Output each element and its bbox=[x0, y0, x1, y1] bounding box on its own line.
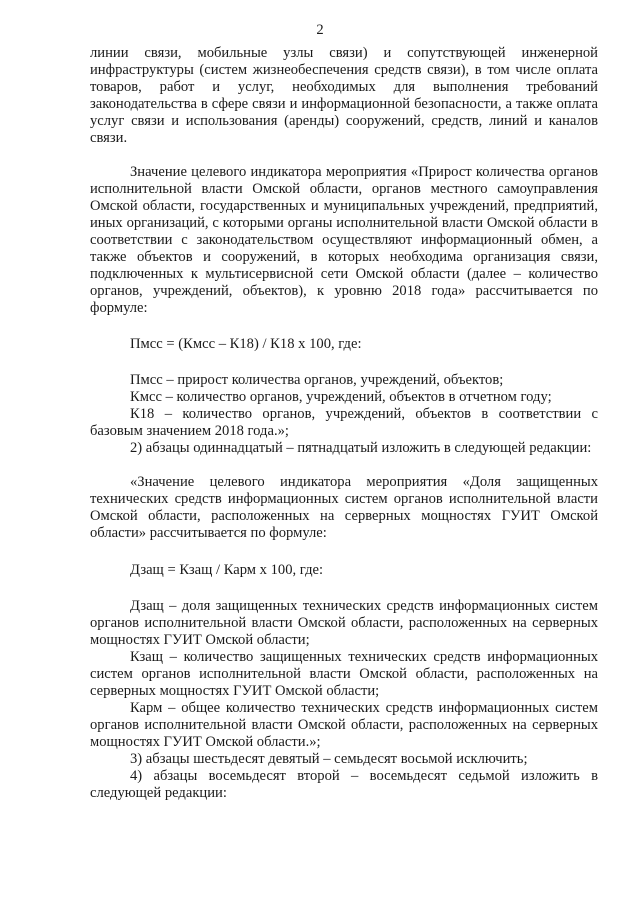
definition-dzasch: Дзащ – доля защищенных технических средств информационных систем органов исполнительной власти Омской области, расположенных на серверных мощностях ГУИТ Омской области; bbox=[90, 598, 598, 648]
page-number: 2 bbox=[316, 22, 324, 38]
list-item-3: 3) абзацы шестьдесят девятый – семьдесят восьмой исключить; bbox=[130, 751, 528, 767]
definition-karm: Карм – общее количество технических средств информационных систем органов исполнительной власти Омской области, расположенных на серверных мощностях ГУИТ Омской области.»; bbox=[90, 700, 598, 750]
formula-protected: Дзащ = Кзащ / Карм х 100, где: bbox=[130, 562, 324, 578]
definition-pmss: Пмсс – прирост количества органов, учреждений, объектов; bbox=[130, 372, 504, 388]
list-item-4: 4) абзацы восемьдесят второй – восемьдесят седьмой изложить в следующей редакции: bbox=[90, 768, 598, 801]
paragraph-indicator-growth: Значение целевого индикатора мероприятия «Прирост количества органов исполнительной власти Омской области, органов местного самоуправления Омской области, государственных и муниципальных учреждений, предприятий, иных организаций, с которыми органы исполнительной власти Омской области в соответствии с законодательством осуществляют информационный обмен, а также объектов и сооружений, в которых необходима организация связи, подключенных к мультисервисной сети Омской области (далее – количество органов, учреждений, объектов), к уровню 2018 года» рассчитывается по формуле: bbox=[90, 164, 598, 316]
paragraph-services-continuation: линии связи, мобильные узлы связи) и сопутствующей инженерной инфраструктуры (систем жизнеобеспечения средств связи), в том числе оплата товаров, работ и услуг, необходимых для выполнения требований законодательства в сфере связи и информационной безопасности, а также оплата услуг связи и использования (аренды) сооружений, средств, линий и каналов связи. bbox=[90, 45, 598, 146]
definition-kzasch: Кзащ – количество защищенных технических средств информационных систем органов исполнительной власти Омской области, расположенных на серверных мощностях ГУИТ Омской области; bbox=[90, 649, 598, 699]
formula-growth: Пмсс = (Кмсс – К18) / К18 х 100, где: bbox=[130, 336, 362, 352]
definition-kmss: Кмсс – количество органов, учреждений, объектов в отчетном году; bbox=[130, 389, 552, 405]
definition-k18: К18 – количество органов, учреждений, объектов в соответствии с базовым значением 2018 года.»; bbox=[90, 406, 598, 439]
list-item-2: 2) абзацы одиннадцатый – пятнадцатый изложить в следующей редакции: bbox=[130, 440, 592, 456]
paragraph-indicator-protected: «Значение целевого индикатора мероприятия «Доля защищенных технических средств информационных систем органов исполнительной власти Омской области, расположенных на серверных мощностях ГУИТ Омской области» рассчитывается по формуле: bbox=[90, 474, 598, 541]
